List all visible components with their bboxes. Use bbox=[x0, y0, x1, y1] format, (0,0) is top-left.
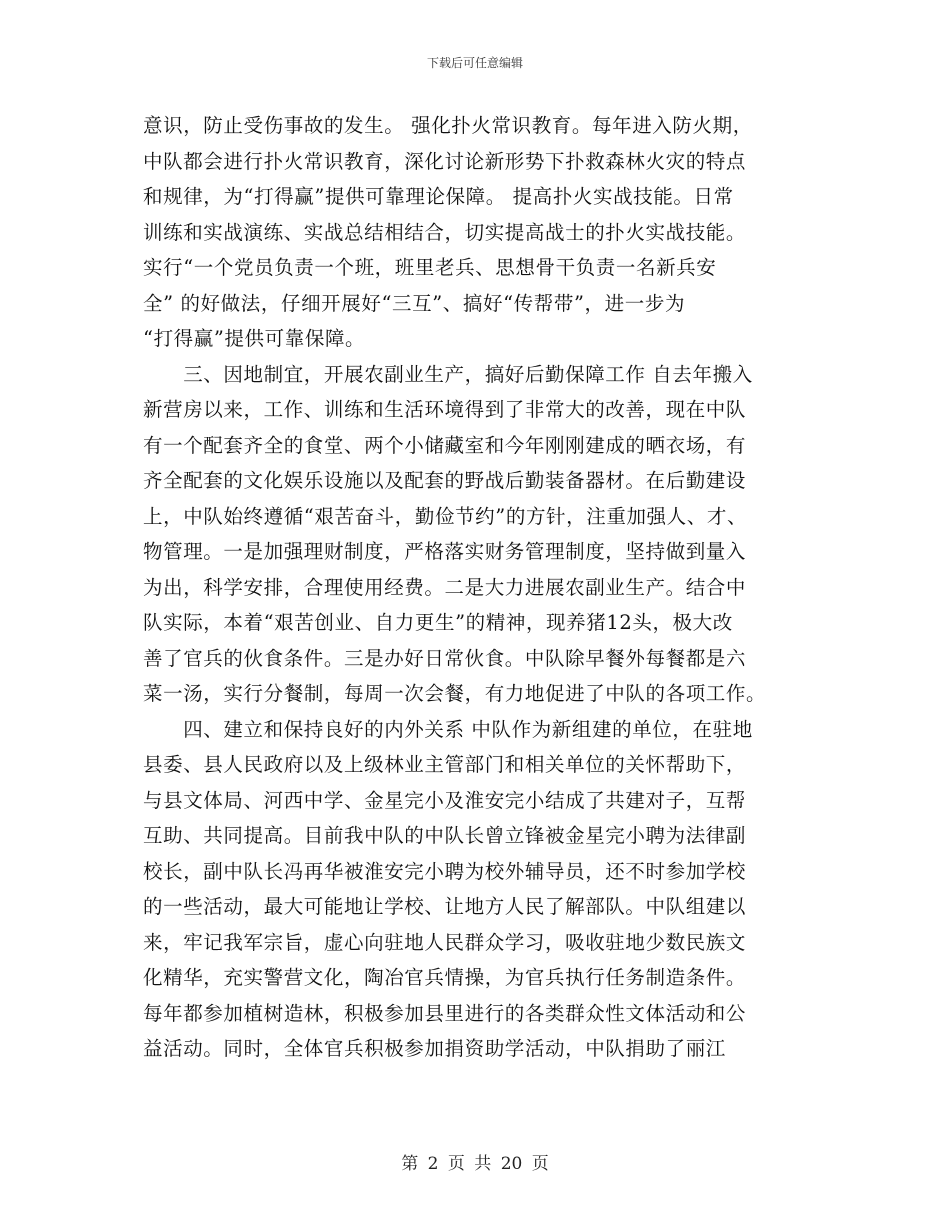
body-line: 三、因地制宜，开展农副业生产，搞好后勤保障工作 自去年搬入 bbox=[143, 362, 753, 386]
body-line: 为出，科学安排，合理使用经费。二是大力进展农副业生产。结合中 bbox=[143, 575, 747, 599]
body-line: 上，中队始终遵循“艰苦奋斗，勤俭节约”的方针，注重加强人、才、 bbox=[143, 504, 748, 528]
body-line: 新营房以来，工作、训练和生活环境得到了非常大的改善，现在中队 bbox=[143, 398, 747, 421]
body-line: 有一个配套齐全的食堂、两个小储藏室和今年刚刚建成的晒衣场，有 bbox=[143, 433, 747, 457]
body-line: 来，牢记我军宗旨，虚心向驻地人民群众学习，吸收驻地少数民族文 bbox=[143, 930, 747, 954]
body-line: 实行“一个党员负责一个班，班里老兵、思想骨干负责一名新兵安 bbox=[143, 256, 717, 279]
body-line: 和规律，为“打得赢”提供可靠理论保障。 提高扑火实战技能。日常 bbox=[143, 185, 734, 208]
page-number-footer: 第 2 页 共 20 页 bbox=[401, 1154, 549, 1174]
body-line: 校长，副中队长冯再华被淮安完小聘为校外辅导员，还不时参加学校 bbox=[143, 859, 747, 883]
body-line: 全” 的好做法，仔细开展好“三互”、搞好“传帮带”，进一步为 bbox=[143, 291, 686, 315]
body-line: 互助、共同提高。目前我中队的中队长曾立锋被金星完小聘为法律副 bbox=[143, 824, 747, 847]
body-line: “打得赢”提供可靠保障。 bbox=[143, 327, 366, 350]
body-line: 每年都参加植树造林，积极参加县里进行的各类群众性文体活动和公 bbox=[143, 1001, 747, 1025]
body-line: 善了官兵的伙食条件。三是办好日常伙食。中队除早餐外每餐都是六 bbox=[143, 646, 747, 670]
page-header: 下载后可任意编辑 bbox=[426, 56, 523, 70]
body-line: 化精华，充实警营文化，陶冶官兵情操，为官兵执行任务制造条件。 bbox=[143, 966, 747, 989]
body-line: 县委、县人民政府以及上级林业主管部门和相关单位的关怀帮助下， bbox=[143, 753, 747, 776]
body-line: 的一些活动，最大可能地让学校、让地方人民了解部队。中队组建以 bbox=[143, 895, 747, 918]
body-line: 训练和实战演练、实战总结相结合，切实提高战士的扑火实战技能。 bbox=[143, 220, 747, 244]
body-line: 队实际，本着“艰苦创业、自力更生”的精神，现养猪12头，极大改 bbox=[143, 611, 733, 634]
body-line: 与县文体局、河西中学、金星完小及淮安完小结成了共建对子，互帮 bbox=[143, 788, 747, 812]
body-line: 四、建立和保持良好的内外关系 中队作为新组建的单位，在驻地 bbox=[143, 717, 753, 741]
body-line: 益活动。同时，全体官兵积极参加捐资助学活动，中队捐助了丽江 bbox=[143, 1037, 726, 1060]
body-line: 意识，防止受伤事故的发生。 强化扑火常识教育。每年进入防火期， bbox=[143, 114, 753, 137]
body-line: 齐全配套的文化娱乐设施以及配套的野战后勤装备器材。在后勤建设 bbox=[143, 469, 747, 492]
body-line: 中队都会进行扑火常识教育，深化讨论新形势下扑救森林火灾的特点 bbox=[143, 149, 747, 173]
body-line: 菜一汤，实行分餐制，每周一次会餐，有力地促进了中队的各项工作。 bbox=[143, 682, 767, 705]
body-line: 物管理。一是加强理财制度，严格落实财务管理制度，坚持做到量入 bbox=[143, 540, 747, 563]
document-body bbox=[143, 108, 813, 1067]
